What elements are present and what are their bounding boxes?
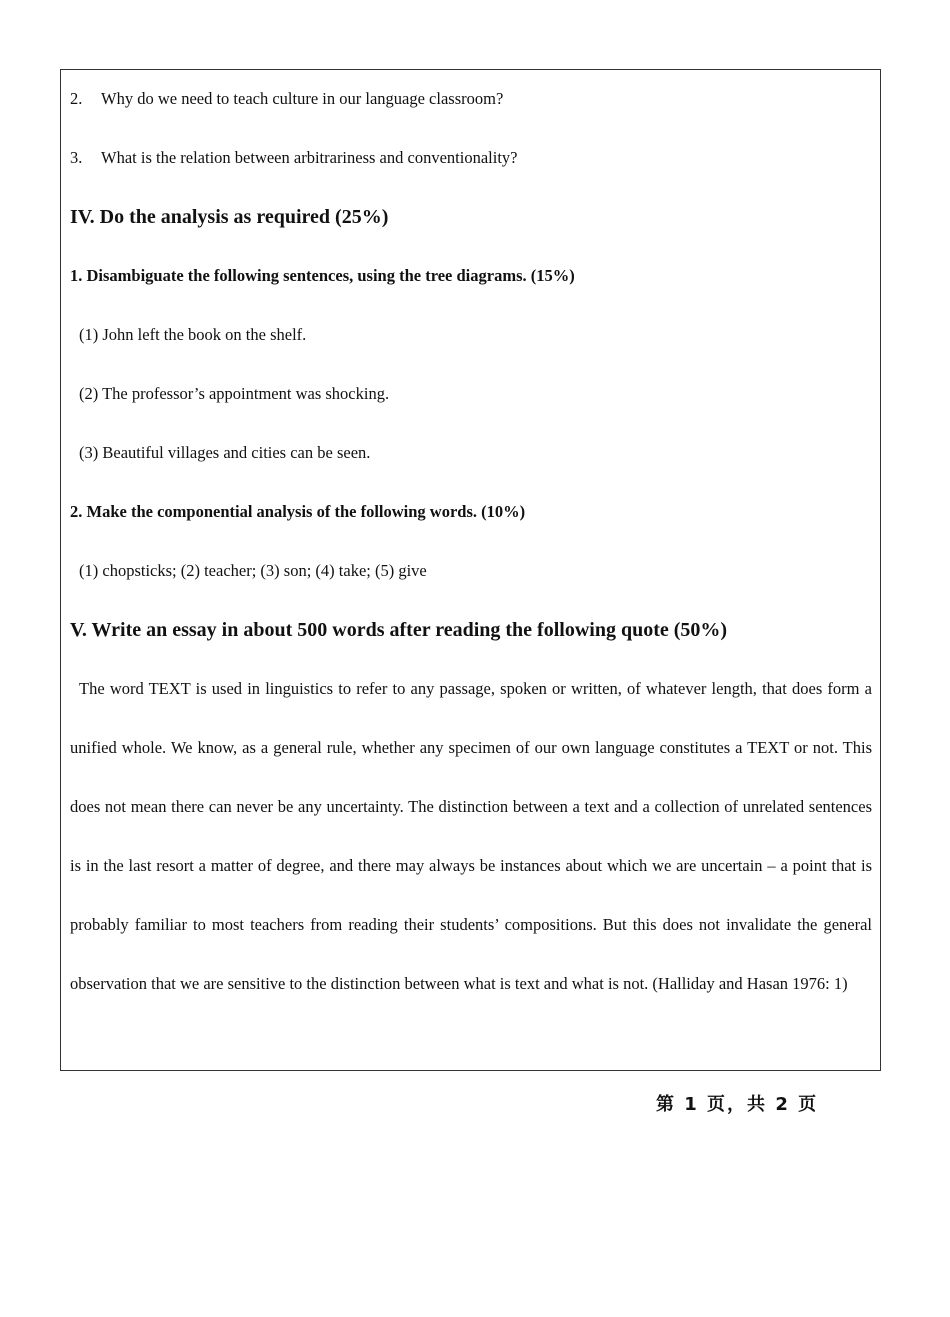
sentence-item-2: (2) The professor’s appointment was shocking. (79, 384, 390, 403)
section-4-part-1-heading: 1. Disambiguate the following sentences, using the tree diagrams. (15%) (70, 266, 575, 285)
section-4-heading: IV. Do the analysis as required (25%) (70, 206, 389, 228)
question-text: What is the relation between arbitrariness and conventionality? (101, 148, 518, 167)
page-number-footer: 第 1 页，共 2 页 (656, 1094, 819, 1115)
question-item-2 (70, 89, 503, 109)
question-number: 2. (70, 89, 83, 108)
section-5-heading: V. Write an essay in about 500 words after reading the following quote (50%) (70, 619, 728, 641)
question-number: 3. (70, 148, 83, 167)
question-text: Why do we need to teach culture in our language classroom? (101, 89, 504, 108)
essay-quote-paragraph: The word TEXT is used in linguistics to refer to any passage, spoken or written, of whatever length, that does form a unified whole. We know, as a general rule, whether any specimen of our own language constitutes a TEXT or not. This does not mean there can never be any uncertainty. The distinction between a text and a collection of unrelated sentences is in the last resort a matter of degree, and there may always be instances about which we are uncertain – a point that is probably familiar to most teachers from reading their students’ compositions. But this does not invalidate the general observation that we are sensitive to the distinction between what is text and what is not. (Halliday and Hasan 1976: 1) (70, 679, 872, 993)
section-4-part-2-heading: 2. Make the componential analysis of the following words. (10%) (70, 502, 526, 521)
word-list: (1) chopsticks; (2) teacher; (3) son; (4) take; (5) give (79, 561, 427, 580)
sentence-item-3: (3) Beautiful villages and cities can be seen. (79, 443, 371, 462)
question-item-3 (70, 148, 517, 168)
sentence-item-1: (1) John left the book on the shelf. (79, 325, 307, 344)
